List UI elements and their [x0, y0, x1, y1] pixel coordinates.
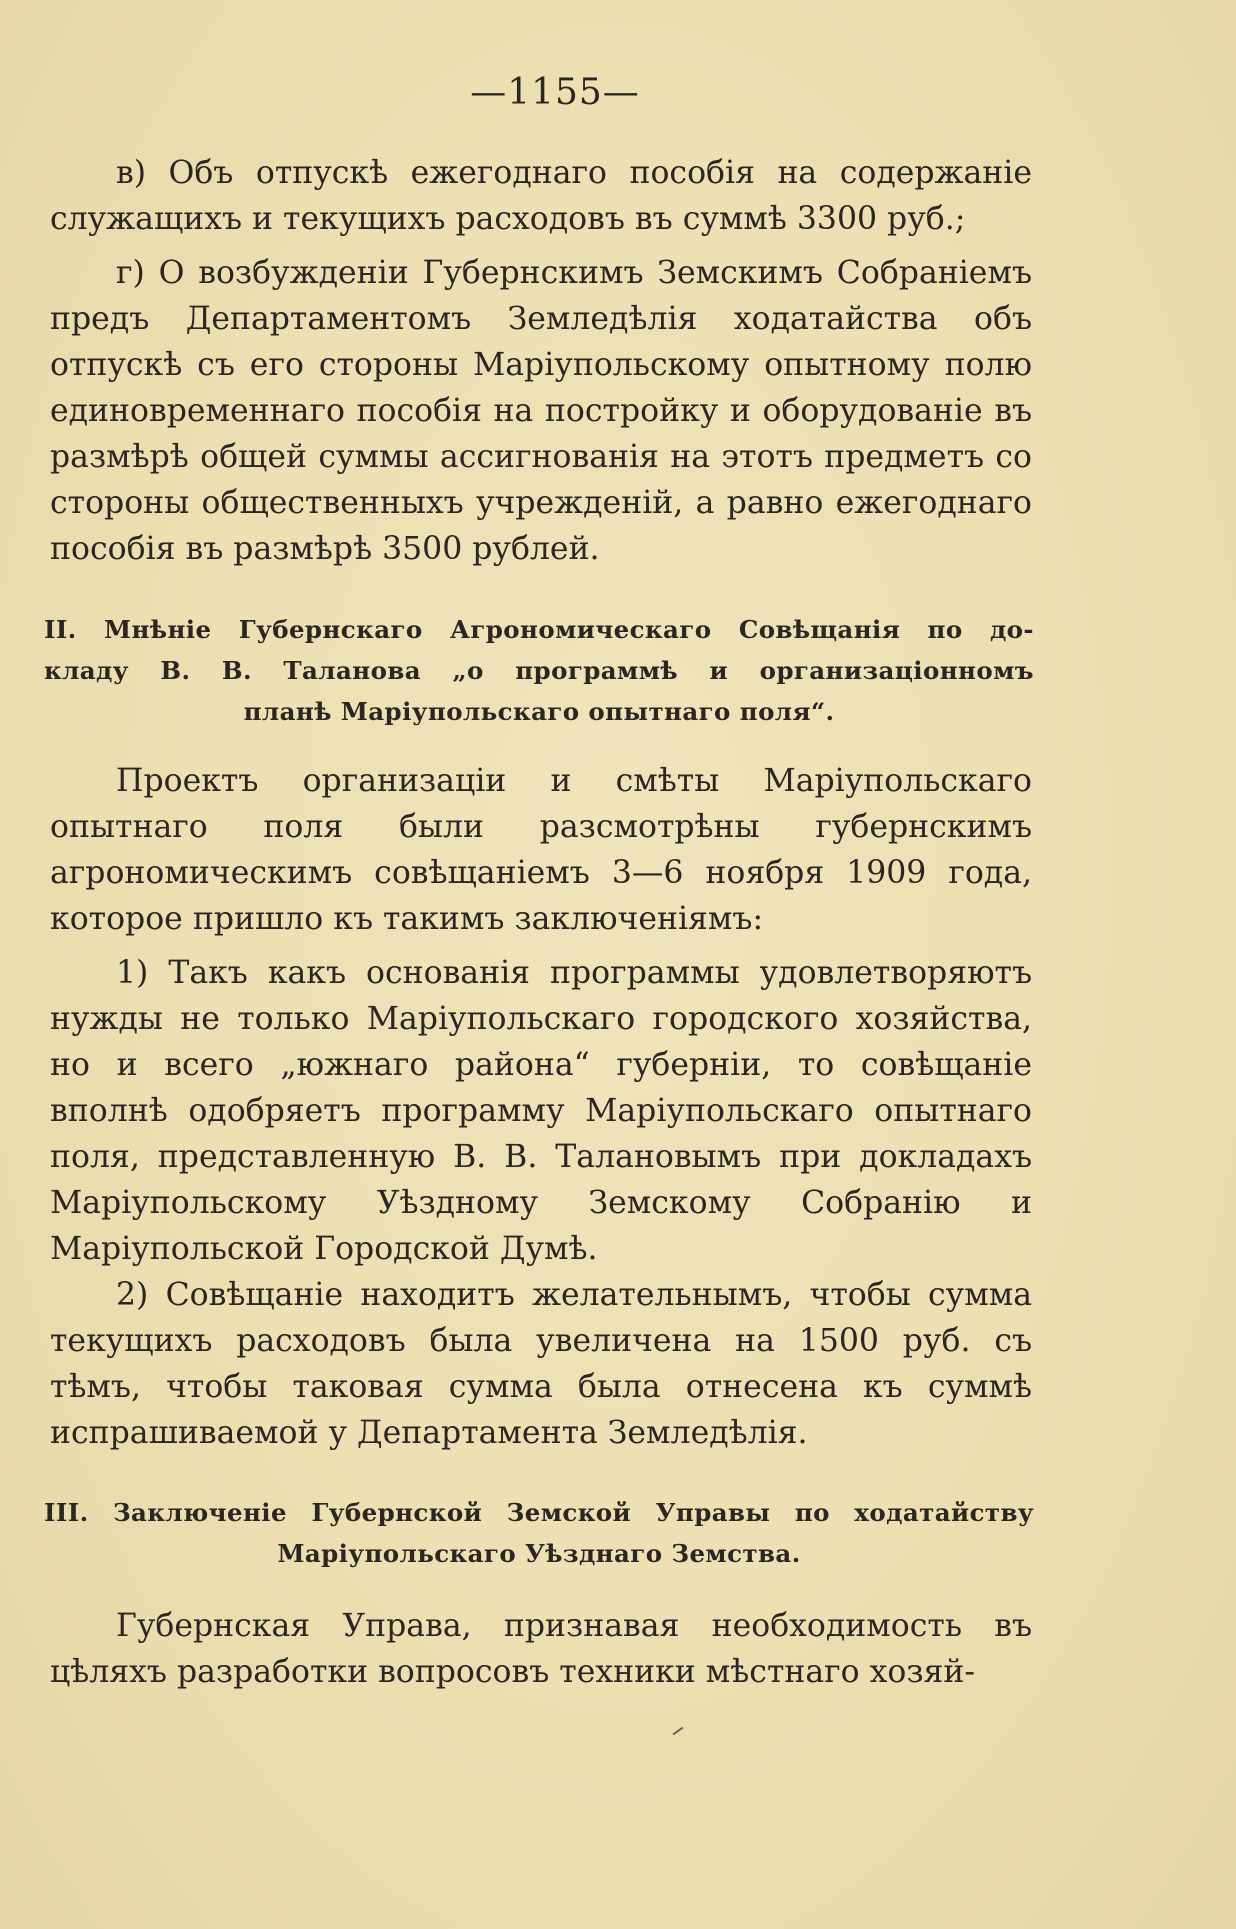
- paragraph-v: в) Объ отпускѣ ежегоднаго пособія на содержаніе служащихъ и текущихъ расходовъ въ суммѣ 3300 руб.;: [50, 155, 1032, 237]
- heading-2-line-1: II. Мнѣніе Губернскаго Агрономическаго Совѣщанія по до-: [44, 615, 1034, 644]
- section-heading-2: [44, 609, 1034, 732]
- page-number: —1155—: [470, 72, 640, 113]
- section-heading-3: [44, 1492, 1034, 1574]
- heading-3-line-2: Маріупольскаго Уѣзднаго Земства.: [277, 1539, 801, 1568]
- paragraph-g: г) О возбужденіи Губернскимъ Земскимъ Собраніемъ предъ Департаментомъ Земледѣлія ходатайства объ отпускѣ съ его стороны Маріупольскому опытному полю единовременнаго пособія на постройку и оборудованіе въ размѣрѣ общей суммы ассигнованія на этотъ предметъ со стороны общественныхъ учрежденій, а равно ежегоднаго пособія въ размѣрѣ 3500 рублей.: [50, 255, 1032, 567]
- text-block-3: [50, 1603, 1032, 1695]
- paragraph-project: Проектъ организаціи и смѣты Маріупольскаго опытнаго поля были разсмотрѣны губернскимъ агрономическимъ совѣщаніемъ 3—6 ноября 1909 года, которое пришло къ такимъ заключеніямъ:: [50, 763, 1032, 937]
- text-block-2: [50, 758, 1032, 1456]
- ink-mark: [673, 1727, 684, 1736]
- heading-2-line-2: кладу В. В. Таланова „о программѣ и организаціонномъ: [44, 656, 1034, 685]
- heading-3-line-1: III. Заключеніе Губернской Земской Управы по ходатайству: [44, 1498, 1034, 1527]
- paragraph-point-1: 1) Такъ какъ основанія программы удовлетворяютъ нужды не только Маріупольскаго городского хозяйства, но и всего „южнаго района“ губерніи, то совѣщаніе вполнѣ одобряетъ программу Маріупольскаго опытнаго поля, представленную В. В. Талановымъ при докладахъ Маріупольскому Уѣздному Земскому Собранію и Маріупольской Городской Думѣ.: [50, 955, 1032, 1267]
- text-block-1: [50, 150, 1032, 572]
- heading-2-line-3: планѣ Маріупольскаго опытнаго поля“.: [243, 697, 835, 726]
- paragraph-point-2: 2) Совѣщаніе находитъ желательнымъ, чтобы сумма текущихъ расходовъ была увеличена на 1500 руб. съ тѣмъ, чтобы таковая сумма была отнесена къ суммѣ испрашиваемой у Департамента Земледѣлія.: [50, 1277, 1032, 1451]
- paragraph-uprava: Губернская Управа, признавая необходимость въ цѣляхъ разработки вопросовъ техники мѣстнаго хозяй-: [50, 1608, 1032, 1690]
